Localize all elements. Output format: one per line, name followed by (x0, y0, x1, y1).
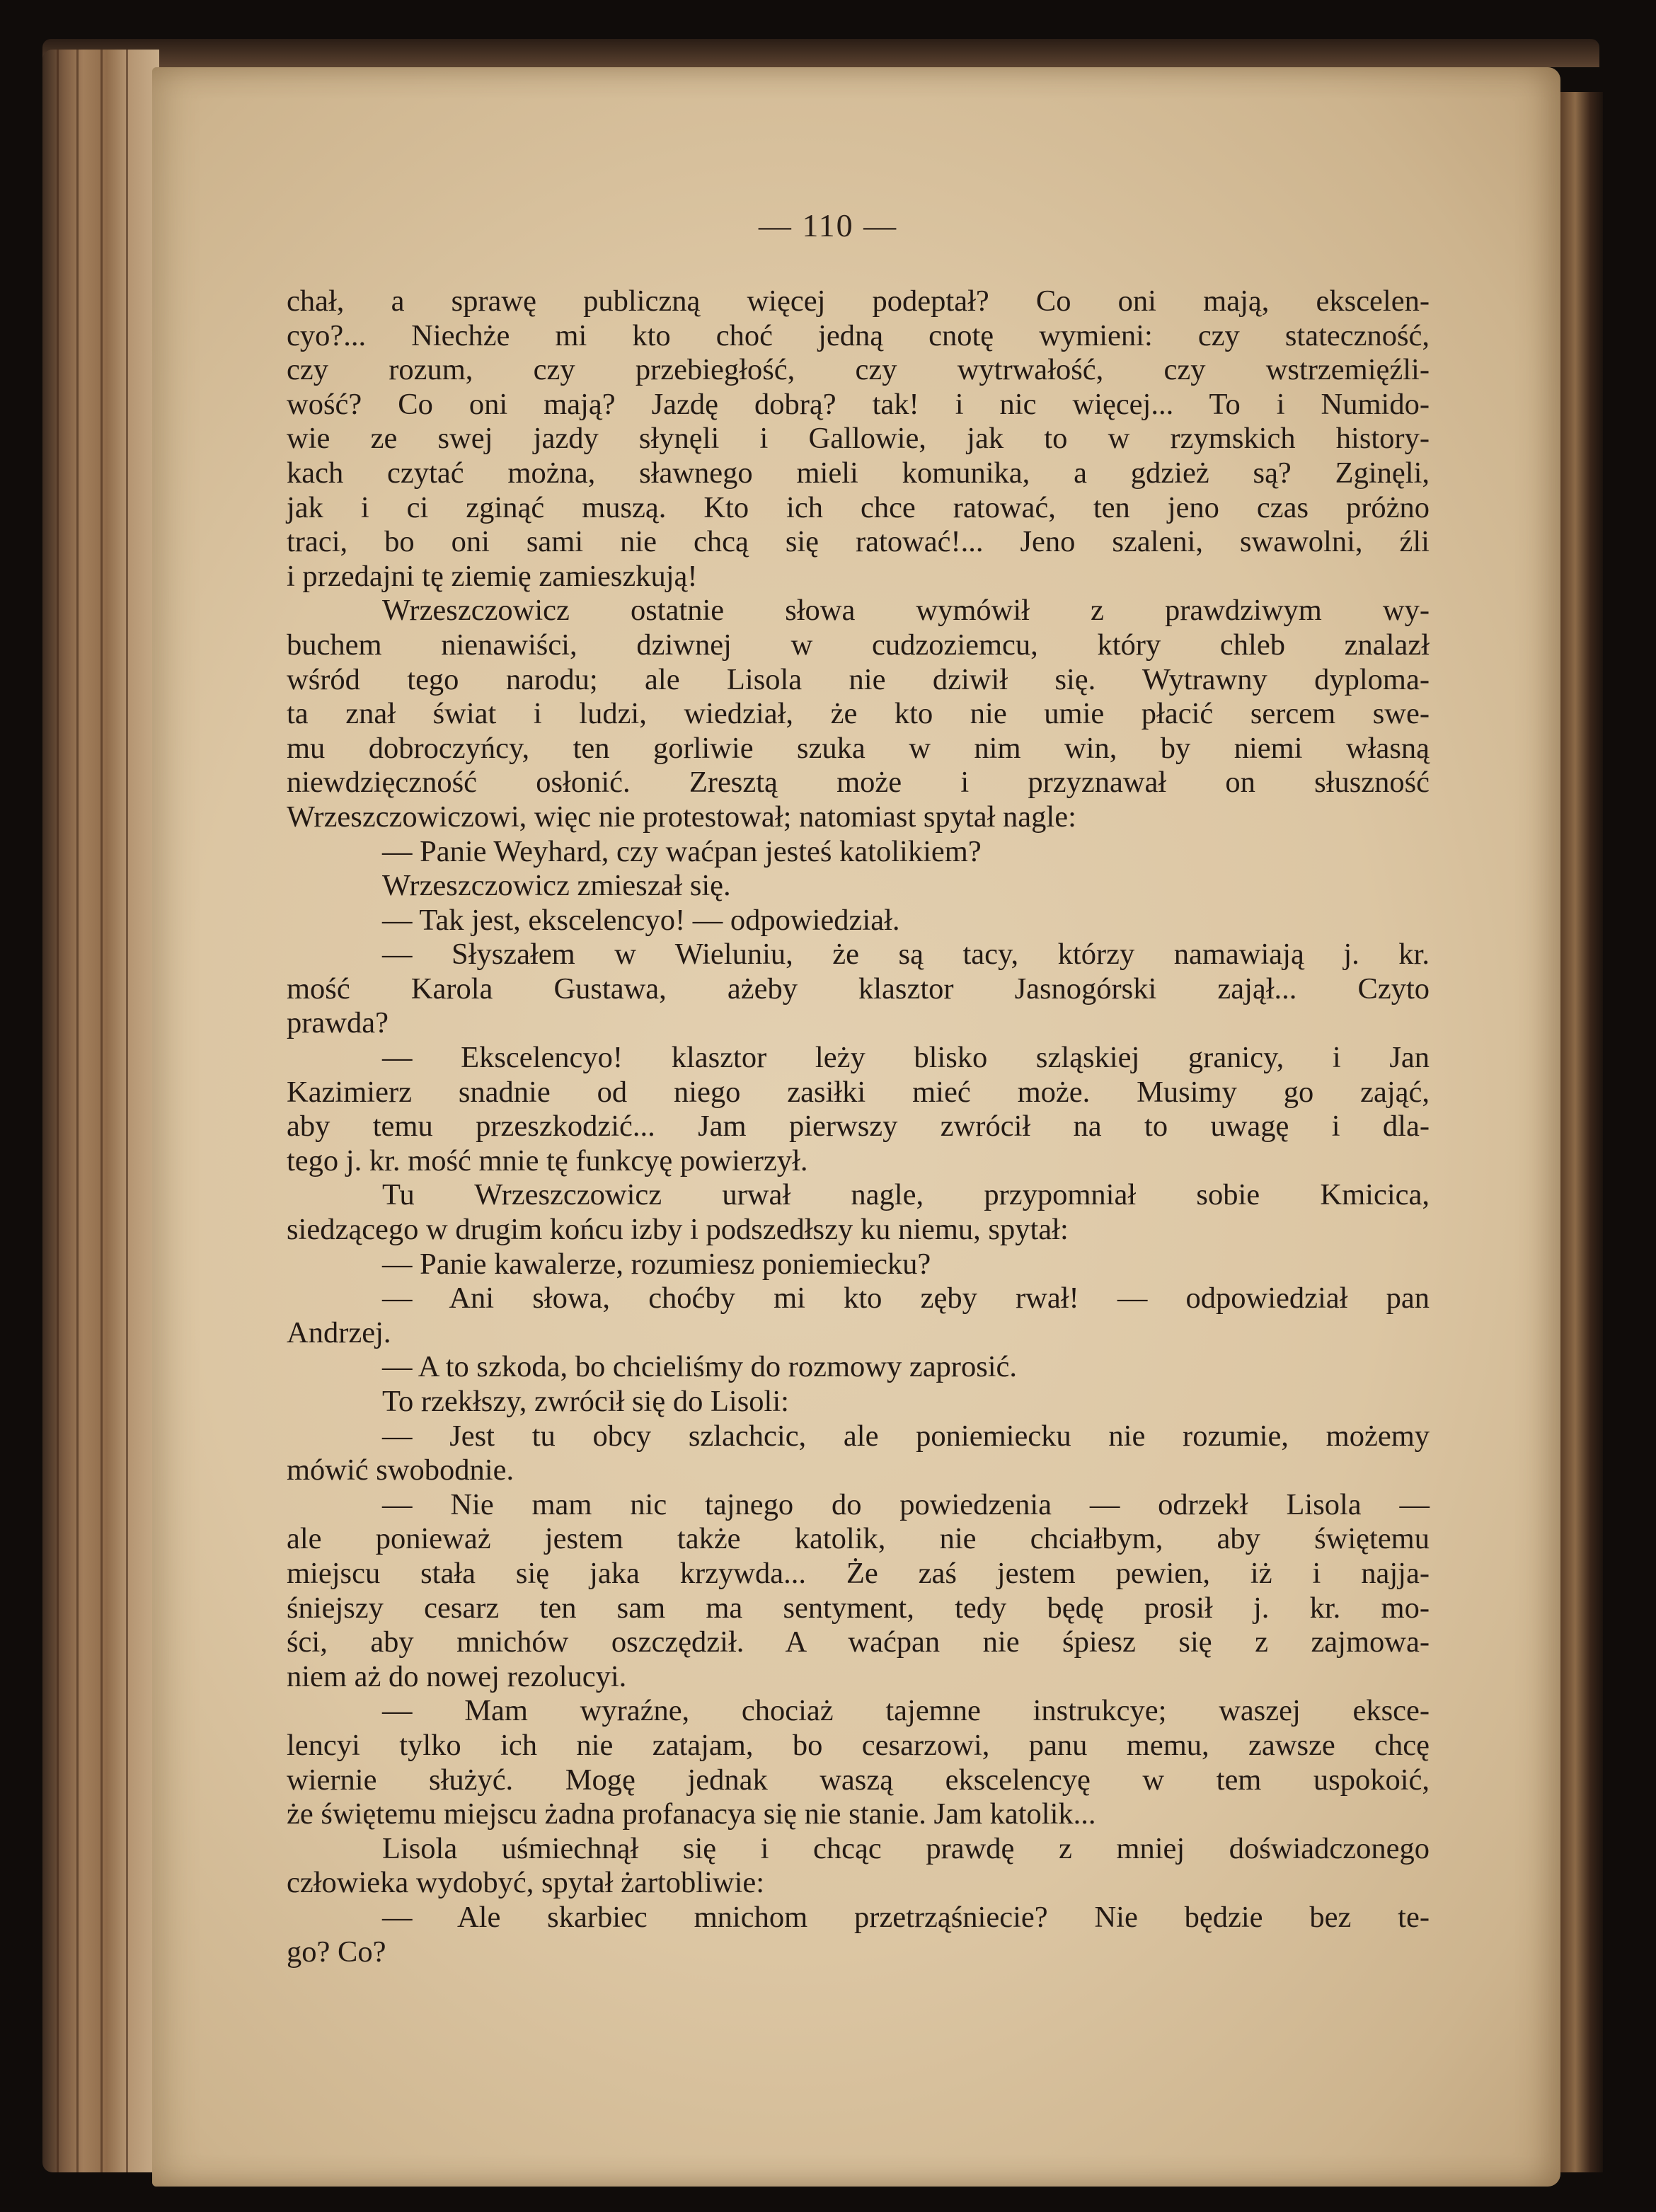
text-line: — Słyszałem w Wieluniu, że są tacy, którzy namawiają j. kr. (382, 938, 1430, 972)
text-line: niewdzięczność osłonić. Zresztą może i przyznawał on słuszność (287, 766, 1430, 800)
text-line: i przedajni tę ziemię zamieszkują! (287, 559, 698, 593)
text-line: Lisola uśmiechnął się i chcąc prawdę z mniej doświadczonego (382, 1831, 1430, 1865)
text-line: ści, aby mnichów oszczędził. A waćpan nie śpiesz się z zajmowa- (287, 1625, 1430, 1659)
text-line: — Panie kawalerze, rozumiesz poniemiecku? (382, 1247, 931, 1281)
text-line: To rzekłszy, zwrócił się do Lisoli: (382, 1385, 789, 1418)
text-line: — Panie Weyhard, czy waćpan jesteś katolikiem? (382, 834, 982, 868)
text-line: wość? Co oni mają? Jazdę dobrą? tak! i nic więcej... To i Numido- (287, 387, 1430, 421)
text-line: buchem nienawiści, dziwnej w cudzoziemcu, który chleb znalazł (287, 628, 1430, 662)
text-line: śniejszy cesarz ten sam ma sentyment, tedy będę prosił j. kr. mo- (287, 1591, 1430, 1625)
text-line: Wrzeszczowiczowi, więc nie protestował; natomiast spytał nagle: (287, 800, 1076, 834)
text-line: Wrzeszczowicz zmieszał się. (382, 869, 731, 903)
text-line: go? Co? (287, 1935, 386, 1969)
text-line: miejscu stała się jaka krzywda... Że zaś jestem pewien, iż i najja- (287, 1556, 1430, 1590)
text-line: człowieka wydobyć, spytał żartobliwie: (287, 1866, 765, 1900)
text-line: wiernie służyć. Mogę jednak waszą ekscelencyę w tem uspokoić, (287, 1763, 1430, 1797)
text-line: mu dobroczyńcy, ten gorliwie szuka w nim win, by niemi własną (287, 731, 1430, 765)
text-line: — Jest tu obcy szlachcic, ale poniemiecku nie rozumie, możemy (382, 1419, 1430, 1453)
text-line: cyo?... Niechże mi kto choć jedną cnotę wymieni: czy stateczność, (287, 318, 1430, 352)
text-line: — A to szkoda, bo chcieliśmy do rozmowy zaprosić. (382, 1350, 1018, 1384)
text-line: — Ale skarbiec mnichom przetrząśniecie? Nie będzie bez te- (382, 1900, 1430, 1934)
page-edge-line (126, 50, 128, 2172)
text-line: — Nie mam nic tajnego do powiedzenia — odrzekł Lisola — (382, 1487, 1430, 1521)
page-edge-line (57, 50, 59, 2172)
text-line: — Tak jest, ekscelencyo! — odpowiedział. (382, 903, 900, 937)
book-top-edge (42, 39, 1599, 67)
text-line: mówić swobodnie. (287, 1453, 514, 1487)
text-line: prawda? (287, 1006, 389, 1040)
text-line: Kazimierz snadnie od niego zasiłki mieć może. Musimy go zająć, (287, 1075, 1430, 1109)
text-line: Wrzeszczowicz ostatnie słowa wymówił z prawdziwym wy- (382, 594, 1430, 628)
text-line: ta znał świat i ludzi, wiedział, że kto nie umie płacić sercem swe- (287, 697, 1430, 731)
text-line: tego j. kr. mość mnie tę funkcyę powierzył. (287, 1144, 808, 1177)
text-line: jak i ci zginąć muszą. Kto ich chce ratować, ten jeno czas próżno (287, 490, 1430, 524)
text-line: chał, a sprawę publiczną więcej podeptał? Co oni mają, ekscelen- (287, 284, 1430, 318)
text-line: że świętemu miejscu żadna profanacya się nie stanie. Jam katolik... (287, 1797, 1096, 1831)
book-binding-left (42, 50, 159, 2172)
text-line: Tu Wrzeszczowicz urwał nagle, przypomniał sobie Kmicica, (382, 1178, 1430, 1212)
text-line: — Ekscelencyo! klasztor leży blisko szląskiej granicy, i Jan (382, 1041, 1430, 1075)
text-line: wśród tego narodu; ale Lisola nie dziwił się. Wytrawny dyploma- (287, 662, 1430, 696)
book-binding-right (1560, 92, 1603, 2172)
page-edge-line (76, 50, 79, 2172)
text-line: aby temu przeszkodzić... Jam pierwszy zwrócił na to uwagę i dla- (287, 1110, 1430, 1144)
page-number: — 110 — (758, 207, 898, 243)
page-text (287, 284, 1430, 1969)
text-line: — Ani słowa, choćby mi kto zęby rwał! — odpowiedział pan (382, 1281, 1430, 1315)
text-line: traci, bo oni sami nie chcą się ratować!... Jeno szaleni, swawolni, źli (287, 525, 1430, 559)
text-line: ale ponieważ jestem także katolik, nie chciałbym, aby świętemu (287, 1522, 1430, 1556)
text-line: wie ze swej jazdy słynęli i Gallowie, jak to w rzymskich history- (287, 422, 1430, 456)
text-line: — Mam wyraźne, chociaż tajemne instrukcye; waszej eksce- (382, 1694, 1430, 1728)
text-line: niem aż do nowej rezolucyi. (287, 1659, 627, 1693)
text-line: siedzącego w drugim końcu izby i podszedłszy ku niemu, spytał: (287, 1213, 1069, 1247)
text-line: czy rozum, czy przebiegłość, czy wytrwałość, czy wstrzemięźli- (287, 353, 1430, 387)
page-edge-line (100, 50, 103, 2172)
text-line: mość Karola Gustawa, ażeby klasztor Jasnogórski zajął... Czyto (287, 972, 1430, 1006)
text-line: Andrzej. (287, 1315, 391, 1349)
text-line: kach czytać można, sławnego mieli komunika, a gdzież są? Zginęli, (287, 456, 1430, 490)
text-line: lencyi tylko ich nie zatajam, bo cesarzowi, panu memu, zawsze chcę (287, 1728, 1430, 1762)
